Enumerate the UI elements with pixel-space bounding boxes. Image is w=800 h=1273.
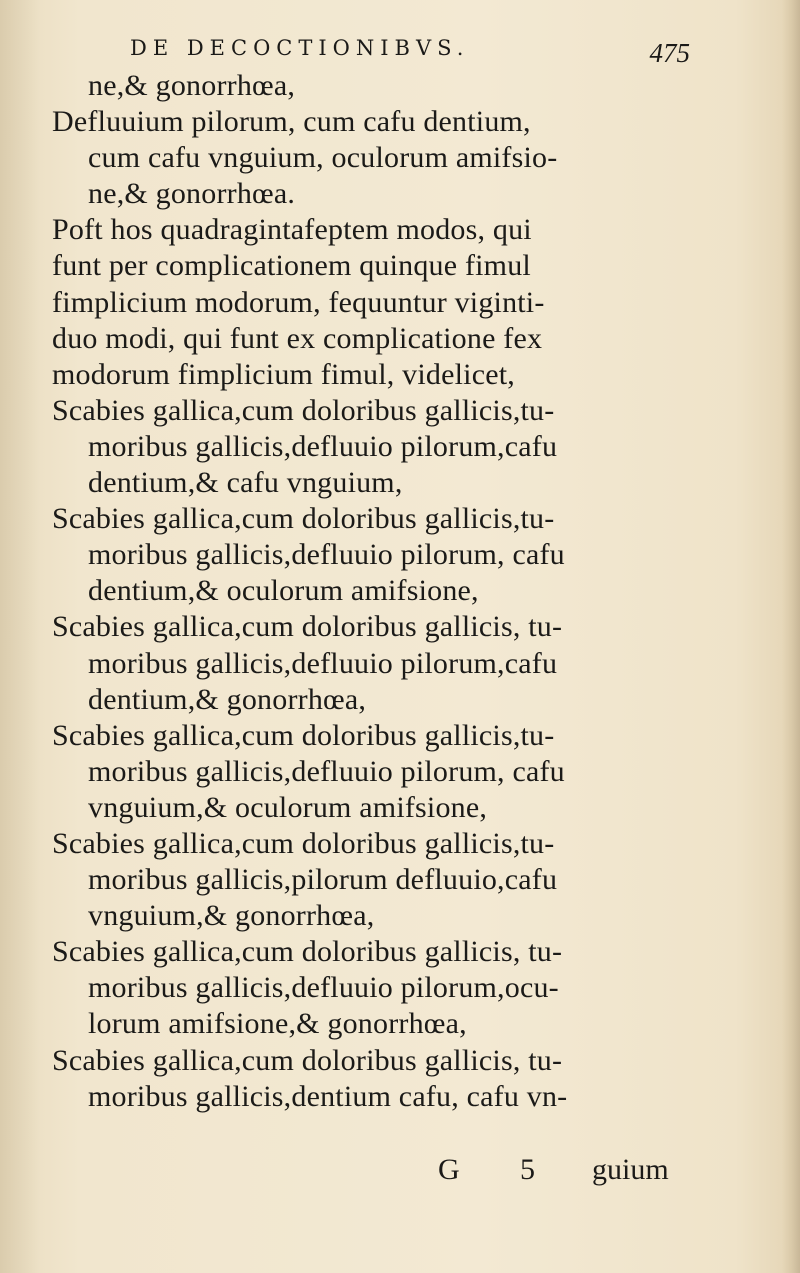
text-line: moribus gallicis,defluuio pilorum,ocu- — [88, 971, 559, 1005]
text-line: Scabies gallica,cum doloribus gallicis,tu- — [52, 826, 555, 860]
page-edge — [782, 0, 800, 1273]
text-line: ne,& gonorrhœa. — [88, 177, 296, 211]
text-line: dentium,& oculorum amifsione, — [88, 574, 479, 608]
page-number: 475 — [649, 38, 690, 68]
text-line: dentium,& gonorrhœa, — [88, 682, 367, 716]
text-line: Scabies gallica,cum doloribus gallicis, tu- — [52, 1043, 563, 1077]
text-line: Scabies gallica,cum doloribus gallicis,tu- — [52, 393, 555, 427]
body-text — [52, 68, 672, 1115]
catchword: guium — [592, 1153, 669, 1186]
text-line: fimplicium modorum, fequuntur viginti- — [52, 285, 545, 319]
text-line: moribus gallicis,defluuio pilorum, cafu — [88, 754, 565, 788]
text-line: moribus gallicis,defluuio pilorum,cafu — [88, 646, 558, 680]
text-line: cum cafu vnguium, oculorum amifsio- — [88, 141, 558, 175]
text-line: Scabies gallica,cum doloribus gallicis,tu- — [52, 502, 555, 536]
text-line: moribus gallicis,defluuio pilorum,cafu — [88, 429, 558, 463]
text-line: moribus gallicis,dentium cafu, cafu vn- — [88, 1079, 568, 1113]
text-line: ne,& gonorrhœa, — [88, 69, 296, 102]
running-head: DE DECOCTIONIBVS. — [130, 36, 470, 60]
text-line: vnguium,& oculorum amifsione, — [88, 790, 488, 824]
text-line: funt per complicationem quinque fimul — [52, 249, 531, 283]
text-line: Scabies gallica,cum doloribus gallicis,tu- — [52, 718, 555, 752]
text-line: duo modi, qui funt ex complicatione fex — [52, 321, 543, 355]
text-line: moribus gallicis,pilorum defluuio,cafu — [88, 863, 558, 897]
text-line: dentium,& cafu vnguium, — [88, 466, 403, 500]
spine-shadow — [0, 0, 40, 1273]
text-line: moribus gallicis,defluuio pilorum, cafu — [88, 538, 565, 572]
text-line: modorum fimplicium fimul, videlicet, — [52, 357, 515, 391]
page-footer — [410, 1153, 770, 1193]
text-line: lorum amifsione,& gonorrhœa, — [88, 1007, 467, 1041]
text-line: Defluuium pilorum, cum cafu dentium, — [52, 105, 531, 139]
signature-mark: G — [438, 1153, 460, 1186]
text-line: Poft hos quadragintafeptem modos, qui — [52, 213, 532, 247]
page-header — [130, 28, 690, 68]
text-line: vnguium,& gonorrhœa, — [88, 899, 375, 933]
text-line: Scabies gallica,cum doloribus gallicis, tu- — [52, 935, 563, 969]
text-line: Scabies gallica,cum doloribus gallicis, tu- — [52, 610, 563, 644]
signature-number: 5 — [520, 1153, 535, 1186]
